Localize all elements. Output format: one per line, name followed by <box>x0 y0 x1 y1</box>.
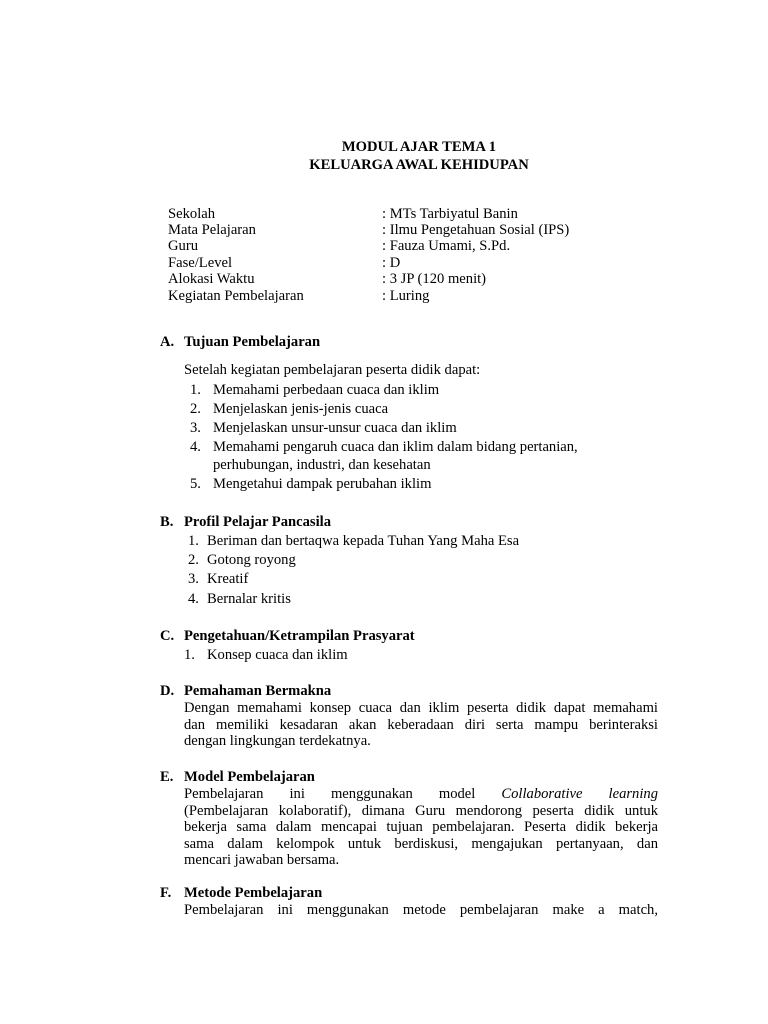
section-paragraph <box>184 700 658 750</box>
section-heading: Metode Pembelajaran <box>184 885 323 901</box>
info-label: Mata Pelajaran <box>168 222 256 238</box>
info-label: Sekolah <box>168 206 216 222</box>
list-item: Menjelaskan unsur-unsur cuaca dan iklim <box>213 420 457 436</box>
list-item: Konsep cuaca dan iklim <box>207 647 348 663</box>
section-letter: E. <box>160 769 174 785</box>
section-heading: Model Pembelajaran <box>184 769 315 785</box>
list-item: Kreatif <box>207 571 249 587</box>
list-item: Mengetahui dampak perubahan iklim <box>213 476 432 492</box>
paragraph-line: Dengan memahami konsep cuaca dan iklim peserta didik dapat memahami <box>184 700 658 716</box>
section-paragraph <box>184 902 658 919</box>
document-title-line2: KELUARGA AWAL KEHIDUPAN <box>309 157 529 173</box>
paragraph-line: mencari jawaban bersama. <box>184 852 340 868</box>
list-number: 1. <box>184 647 195 663</box>
list-item: Gotong royong <box>207 552 296 568</box>
list-number: 2. <box>190 401 201 417</box>
info-label: Guru <box>168 238 198 254</box>
info-value: : Ilmu Pengetahuan Sosial (IPS) <box>382 222 570 238</box>
info-value: : Luring <box>382 288 430 304</box>
list-item: Bernalar kritis <box>207 591 291 607</box>
section-heading: Tujuan Pembelajaran <box>184 334 321 350</box>
section-letter: B. <box>160 514 174 530</box>
list-item: Beriman dan bertaqwa kepada Tuhan Yang Maha Esa <box>207 533 520 549</box>
list-item: Memahami perbedaan cuaca dan iklim <box>213 382 440 398</box>
paragraph-line: Pembelajaran ini menggunakan metode pembelajaran make a match, <box>184 902 658 918</box>
info-value: : MTs Tarbiyatul Banin <box>382 206 518 222</box>
list-item-continuation: perhubungan, industri, dan kesehatan <box>213 457 431 473</box>
list-item: Memahami pengaruh cuaca dan iklim dalam bidang pertanian, <box>213 439 578 455</box>
info-value: : D <box>382 255 401 271</box>
section-heading: Profil Pelajar Pancasila <box>184 514 331 530</box>
list-number: 1. <box>190 382 201 398</box>
list-number: 5. <box>190 476 201 492</box>
list-number: 1. <box>188 533 199 549</box>
paragraph-line: sama dalam kelompok untuk berdiskusi, mengajukan pertanyaan, dan <box>184 835 658 852</box>
paragraph-line: dengan lingkungan terdekatnya. <box>184 733 371 749</box>
model-name-emphasis: Collaborative learning <box>501 786 658 802</box>
info-label: Kegiatan Pembelajaran <box>168 288 304 304</box>
paragraph-line: dan memiliki kesadaran akan keberadaan diri serta mampu berinteraksi <box>184 716 658 733</box>
paragraph-line <box>184 786 658 803</box>
list-number: 3. <box>188 571 199 587</box>
section-letter: A. <box>160 334 175 350</box>
paragraph-text: Pembelajaran ini menggunakan model <box>184 786 502 802</box>
list-item: Menjelaskan jenis-jenis cuaca <box>213 401 389 417</box>
list-number: 2. <box>188 552 199 568</box>
section-letter: C. <box>160 628 175 644</box>
document-title-line1: MODUL AJAR TEMA 1 <box>341 139 497 155</box>
list-number: 4. <box>190 439 201 455</box>
section-heading: Pemahaman Bermakna <box>184 683 332 699</box>
section-letter: F. <box>160 885 172 901</box>
section-paragraph <box>184 786 658 869</box>
info-label: Alokasi Waktu <box>168 271 255 287</box>
info-value: : Fauza Umami, S.Pd. <box>382 238 511 254</box>
info-value: : 3 JP (120 menit) <box>382 271 487 287</box>
info-label: Fase/Level <box>168 255 233 271</box>
paragraph-line: bekerja sama dalam mencapai tujuan pembelajaran. Peserta didik bekerja <box>184 819 658 835</box>
paragraph-line: (Pembelajaran kolaboratif), dimana Guru mendorong peserta didik untuk <box>184 802 658 819</box>
section-intro: Setelah kegiatan pembelajaran peserta didik dapat: <box>184 362 481 378</box>
section-heading: Pengetahuan/Ketrampilan Prasyarat <box>184 628 415 644</box>
section-letter: D. <box>160 683 175 699</box>
list-number: 3. <box>190 420 201 436</box>
list-number: 4. <box>188 591 199 607</box>
